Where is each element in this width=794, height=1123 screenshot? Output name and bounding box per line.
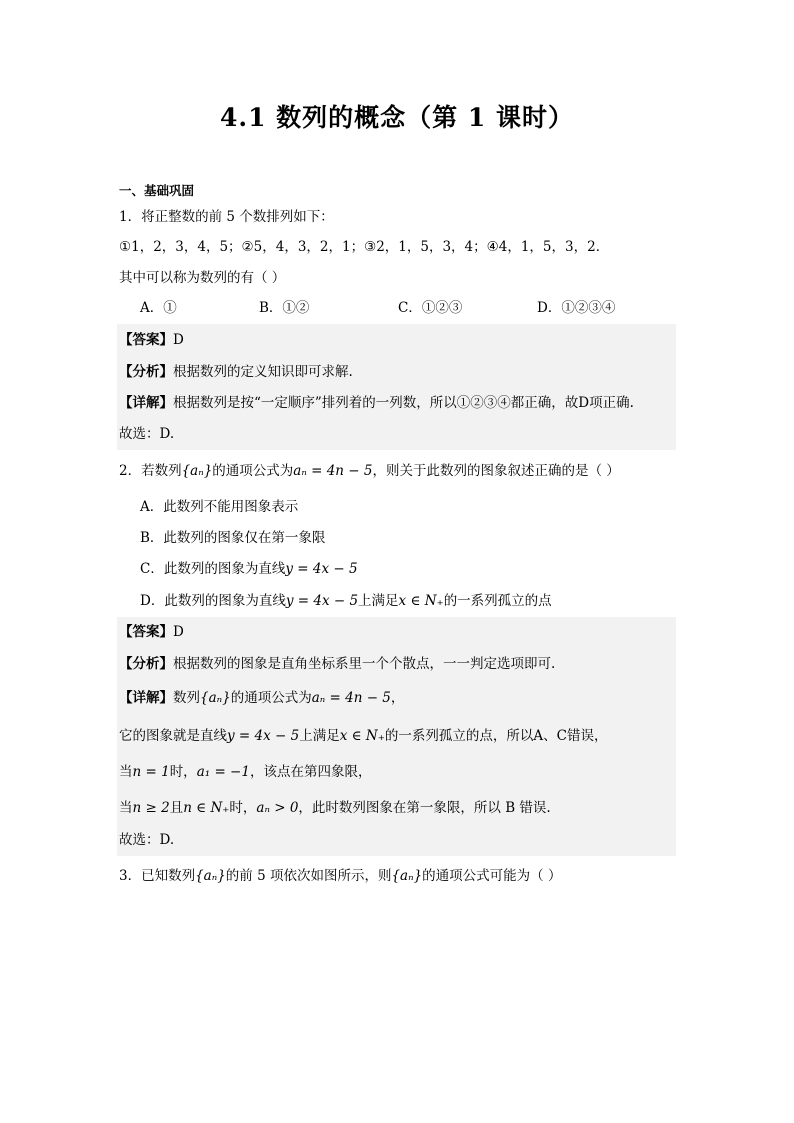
section-heading: 一、基础巩固 [119, 183, 195, 198]
q2-detail-1 [119, 688, 404, 708]
detail-text: ， [390, 690, 405, 706]
q2-conclusion: 故选：D. [119, 832, 175, 848]
q2-option-d [140, 591, 552, 611]
q1-conclusion: 故选：D. [119, 426, 175, 442]
detail-text: ，该点在第四象限， [249, 764, 372, 780]
q1-answer [119, 330, 184, 350]
q1-question: 其中可以称为数列的有（ ） [119, 270, 286, 286]
math-line: y = 4x − 5 [285, 593, 359, 609]
detail-text: 上满足 [299, 728, 340, 744]
detail-text: 当 [119, 800, 133, 816]
answer-value: D [173, 332, 184, 348]
detail-text: 它的图象就是直线 [119, 728, 227, 744]
math-sequence: {aₙ} [200, 690, 231, 706]
q2-stem-text: 2．若数列 [119, 463, 182, 479]
math-condition: n = 1 [132, 764, 170, 780]
q2-detail-4 [119, 798, 551, 818]
q1-detail [119, 393, 634, 413]
answer-value: D [173, 624, 184, 640]
q1-analysis [119, 362, 353, 382]
math-line: y = 4x − 5 [227, 728, 300, 744]
q3-stem-text: 的前 5 项依次如图所示，则 [225, 868, 392, 884]
q2-analysis [119, 654, 555, 674]
detail-text: 的通项公式为 [230, 690, 312, 706]
option-text: 上满足 [358, 593, 399, 609]
detail-text: 时， [169, 764, 197, 780]
detail-text: 数列 [173, 690, 200, 706]
math-set: x ∈ N₊ [339, 728, 385, 744]
math-value: a₁ = −1 [196, 764, 250, 780]
math-sequence: {aₙ} [195, 868, 226, 884]
q2-option-b: B．此数列的图象仅在第一象限 [140, 530, 326, 546]
math-set: x ∈ N₊ [398, 593, 444, 609]
q1-stem: 1．将正整数的前 5 个数排列如下： [119, 209, 334, 225]
math-formula: aₙ = 4n − 5 [311, 690, 391, 706]
analysis-text: 根据数列的定义知识即可求解. [173, 364, 353, 380]
analysis-tag: 【分析】 [119, 656, 173, 672]
math-set: n ∈ N₊ [183, 800, 230, 816]
analysis-tag: 【分析】 [119, 364, 173, 380]
q2-detail-2 [119, 726, 607, 746]
q2-option-a: A．此数列不能用图象表示 [140, 499, 299, 515]
option-text: D．此数列的图象为直线 [140, 593, 286, 609]
answer-tag: 【答案】 [119, 624, 173, 640]
detail-text: 根据数列是按“一定顺序”排列着的一列数，所以①②③④都正确，故D项正确. [173, 395, 634, 411]
analysis-text: 根据数列的图象是直角坐标系里一个个散点，一一判定选项即可. [173, 656, 556, 672]
q1-option-c: C．①②③ [398, 300, 463, 316]
q1-option-d: D．①②③④ [537, 300, 616, 316]
q2-option-c [140, 559, 358, 579]
q1-option-a: A．① [140, 300, 177, 316]
answer-tag: 【答案】 [119, 332, 173, 348]
math-value: aₙ > 0 [256, 800, 299, 816]
math-sequence: {aₙ} [391, 868, 423, 884]
q2-stem-text: 的通项公式为 [212, 463, 294, 479]
q1-option-b: B．①② [259, 300, 310, 316]
q2-detail-3 [119, 762, 371, 782]
detail-text: 时， [229, 800, 257, 816]
q3-stem-text: 的通项公式可能为（ ） [422, 868, 562, 884]
option-text: 的一系列孤立的点 [443, 593, 552, 609]
detail-tag: 【详解】 [119, 690, 173, 706]
math-formula: aₙ = 4n − 5 [293, 463, 373, 479]
page-title: 4.1 数列的概念（第 1 课时） [219, 103, 574, 132]
math-condition: n ≥ 2 [132, 800, 170, 816]
math-line: y = 4x − 5 [285, 561, 358, 577]
q2-answer [119, 622, 184, 642]
q2-stem [119, 461, 620, 481]
q2-stem-text: ，则关于此数列的图象叙述正确的是（ ） [372, 463, 620, 479]
detail-text: 且 [169, 800, 184, 816]
q1-sequences: ①1，2，3，4，5；②5，4，3，2，1；③2，1，5，3，4；④4，1，5，3，2． [119, 239, 610, 255]
q3-stem [119, 866, 561, 886]
detail-text: ，此时数列图象在第一象限，所以 B 错误. [298, 800, 551, 816]
q1-solution-box [117, 324, 676, 450]
detail-text: 的一系列孤立的点，所以A、C错误， [384, 728, 608, 744]
math-sequence: {aₙ} [181, 463, 213, 479]
detail-text: 当 [119, 764, 133, 780]
option-text: C．此数列的图象为直线 [140, 561, 286, 577]
detail-tag: 【详解】 [119, 395, 173, 411]
q3-stem-text: 3．已知数列 [119, 868, 196, 884]
